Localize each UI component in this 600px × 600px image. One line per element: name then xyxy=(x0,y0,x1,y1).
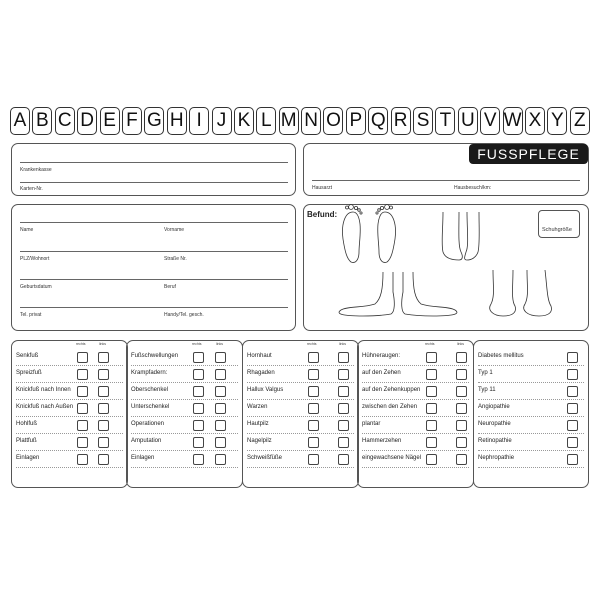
letter-tab-k[interactable]: K xyxy=(234,107,254,135)
letter-tab-f[interactable]: F xyxy=(122,107,142,135)
row2-line xyxy=(20,251,288,252)
rechts-checkbox[interactable] xyxy=(77,386,88,397)
rechts-checkbox[interactable] xyxy=(193,369,204,380)
letter-tab-w[interactable]: W xyxy=(503,107,523,135)
hausbesuch-label: Hausbesuch/km: xyxy=(454,185,492,191)
rechts-header: rechts xyxy=(192,342,202,346)
rechts-checkbox[interactable] xyxy=(77,420,88,431)
befund-label: Befund: xyxy=(307,210,338,219)
links-header: links xyxy=(99,342,107,346)
rechts-checkbox[interactable] xyxy=(193,437,204,448)
rechts-checkbox[interactable] xyxy=(308,386,319,397)
links-checkbox[interactable] xyxy=(567,386,578,397)
checklist-label: Hammerzehen xyxy=(362,438,402,444)
checklist-row-line xyxy=(478,399,584,400)
rechts-checkbox[interactable] xyxy=(77,454,88,465)
links-checkbox[interactable] xyxy=(98,403,109,414)
rechts-checkbox[interactable] xyxy=(193,386,204,397)
checklist-row-line xyxy=(362,433,469,434)
checklist-row-line xyxy=(131,467,238,468)
links-checkbox[interactable] xyxy=(338,420,349,431)
letter-tab-h[interactable]: H xyxy=(167,107,187,135)
links-checkbox[interactable] xyxy=(456,403,467,414)
links-checkbox[interactable] xyxy=(567,437,578,448)
rechts-checkbox[interactable] xyxy=(426,403,437,414)
krankenkasse-line xyxy=(20,162,288,163)
links-checkbox[interactable] xyxy=(98,420,109,431)
links-checkbox[interactable] xyxy=(338,403,349,414)
checklist-label: Angiopathie xyxy=(478,404,510,410)
checklist-label: Neuropathie xyxy=(478,421,511,427)
checklist-row-line xyxy=(362,399,469,400)
links-checkbox[interactable] xyxy=(98,437,109,448)
checklist-label: Operationen xyxy=(131,421,165,427)
letter-tab-b[interactable]: B xyxy=(32,107,52,135)
letter-tab-l[interactable]: L xyxy=(256,107,276,135)
checklist-label: Fußschwellungen xyxy=(131,353,179,359)
links-checkbox[interactable] xyxy=(98,352,109,363)
checklist-row-line xyxy=(247,467,354,468)
feet-illustrations xyxy=(303,204,589,331)
rechts-checkbox[interactable] xyxy=(426,386,437,397)
links-checkbox[interactable] xyxy=(567,352,578,363)
kartennr-line xyxy=(20,182,288,183)
letter-tab-v[interactable]: V xyxy=(480,107,500,135)
links-checkbox[interactable] xyxy=(567,369,578,380)
vorname-label: Vorname xyxy=(164,227,185,233)
rechts-checkbox[interactable] xyxy=(77,403,88,414)
sole-left-icon xyxy=(342,205,362,263)
row1-line xyxy=(20,222,288,223)
links-checkbox[interactable] xyxy=(338,352,349,363)
checklist-row-line xyxy=(478,416,584,417)
rechts-checkbox[interactable] xyxy=(193,403,204,414)
insurance-panel xyxy=(11,143,296,196)
checklist-label: Rhagaden xyxy=(247,370,275,376)
rechts-header: rechts xyxy=(425,342,435,346)
links-header: links xyxy=(457,342,465,346)
row3-line xyxy=(20,279,288,280)
checklist-label: Hornhaut xyxy=(247,353,272,359)
checklist-row-line xyxy=(247,399,354,400)
checklist-row-line xyxy=(16,382,123,383)
geburtsdatum-label: Geburtsdatum xyxy=(20,284,52,290)
checklist-label: Diabetes mellitus xyxy=(478,353,524,359)
letter-tab-o[interactable]: O xyxy=(323,107,343,135)
checklist-label: Spreizfuß xyxy=(16,370,42,376)
row4-line xyxy=(20,307,288,308)
rechts-checkbox[interactable] xyxy=(77,369,88,380)
links-checkbox[interactable] xyxy=(338,437,349,448)
links-checkbox[interactable] xyxy=(567,454,578,465)
strasse-label: Straße Nr. xyxy=(164,256,187,262)
checklist-label: Retinopathie xyxy=(478,438,512,444)
checklist-label: Amputation xyxy=(131,438,162,444)
letter-tab-z[interactable]: Z xyxy=(570,107,590,135)
links-checkbox[interactable] xyxy=(215,352,226,363)
checklist-label: Senkfuß xyxy=(16,353,39,359)
checklist-label: Nagelpilz xyxy=(247,438,272,444)
rechts-checkbox[interactable] xyxy=(308,352,319,363)
rechts-checkbox[interactable] xyxy=(193,420,204,431)
schuhgroesse-label: Schuhgröße xyxy=(542,227,572,233)
checklist-row-line xyxy=(16,365,123,366)
rechts-checkbox[interactable] xyxy=(77,437,88,448)
checklist-row-line xyxy=(478,382,584,383)
beruf-label: Beruf xyxy=(164,284,176,290)
checklist-row-line xyxy=(16,450,123,451)
links-checkbox[interactable] xyxy=(338,386,349,397)
checklist-label: Schweißfüße xyxy=(247,455,283,461)
hausarzt-label: Hausarzt xyxy=(312,185,333,191)
rechts-checkbox[interactable] xyxy=(77,352,88,363)
checklist-label: auf den Zehen xyxy=(362,370,401,376)
checklist-row-line xyxy=(362,382,469,383)
checklist-row-line xyxy=(362,416,469,417)
checklist-row-line xyxy=(16,416,123,417)
checklist-label: auf den Zehenkuppen xyxy=(362,387,421,393)
checklist-label: Einlagen xyxy=(16,455,40,461)
tel-label: Tel. privat xyxy=(20,312,42,318)
links-checkbox[interactable] xyxy=(456,437,467,448)
checklist-label: Hallux Valgus xyxy=(247,387,284,393)
checklist-row-line xyxy=(362,467,469,468)
checklist-row-line xyxy=(362,365,469,366)
checklist-label: Hautpilz xyxy=(247,421,269,427)
rechts-checkbox[interactable] xyxy=(426,420,437,431)
checklist-label: Nephropathie xyxy=(478,455,515,461)
form-title: FUSSPFLEGE xyxy=(469,144,588,164)
front-legs-icon xyxy=(490,270,552,316)
letter-tab-m[interactable]: M xyxy=(279,107,299,135)
checklist-row-line xyxy=(131,416,238,417)
checklist-label: Hohlfuß xyxy=(16,421,38,427)
checklist-row-line xyxy=(247,382,354,383)
checklist-label: Unterschenkel xyxy=(131,404,170,410)
rechts-checkbox[interactable] xyxy=(308,437,319,448)
links-checkbox[interactable] xyxy=(215,369,226,380)
checklist-label: Plattfuß xyxy=(16,438,37,444)
letter-tab-u[interactable]: U xyxy=(458,107,478,135)
checklist-row-line xyxy=(16,467,123,468)
links-checkbox[interactable] xyxy=(456,352,467,363)
letter-tab-c[interactable]: C xyxy=(55,107,75,135)
links-checkbox[interactable] xyxy=(215,454,226,465)
rechts-checkbox[interactable] xyxy=(426,369,437,380)
checklist-row-line xyxy=(478,467,584,468)
checklist-row-line xyxy=(131,382,238,383)
links-checkbox[interactable] xyxy=(215,437,226,448)
letter-tab-a[interactable]: A xyxy=(10,107,30,135)
checklist-label: eingewachsene Nägel xyxy=(362,455,422,461)
checklist-label: zwischen den Zehen xyxy=(362,404,418,410)
checklist-label: plantar xyxy=(362,421,381,427)
links-checkbox[interactable] xyxy=(456,369,467,380)
side-feet-icon xyxy=(339,272,457,316)
krankenkasse-label: Krankenkasse xyxy=(20,167,52,173)
letter-tab-g[interactable]: G xyxy=(144,107,164,135)
checklist-row-line xyxy=(478,433,584,434)
checklist-label: Knickfuß nach Außen xyxy=(16,404,74,410)
rechts-checkbox[interactable] xyxy=(308,403,319,414)
links-checkbox[interactable] xyxy=(456,386,467,397)
letter-tab-s[interactable]: S xyxy=(413,107,433,135)
checklist-row-line xyxy=(131,433,238,434)
rechts-checkbox[interactable] xyxy=(308,369,319,380)
rechts-checkbox[interactable] xyxy=(426,352,437,363)
checklist-row-line xyxy=(247,450,354,451)
links-checkbox[interactable] xyxy=(456,454,467,465)
checklist-label: Warzen xyxy=(247,404,268,410)
checklist-label: Typ 11 xyxy=(478,387,496,393)
name-label: Name xyxy=(20,227,34,233)
checklist-label: Krampfadern: xyxy=(131,370,168,376)
rechts-checkbox[interactable] xyxy=(426,437,437,448)
hausarzt-line xyxy=(312,180,580,181)
links-header: links xyxy=(339,342,347,346)
letter-tab-d[interactable]: D xyxy=(77,107,97,135)
checklist-label: Typ 1 xyxy=(478,370,493,376)
links-checkbox[interactable] xyxy=(567,420,578,431)
letter-tab-r[interactable]: R xyxy=(391,107,411,135)
checklist-row-line xyxy=(131,450,238,451)
checklist-row-line xyxy=(247,433,354,434)
plz-label: PLZ/Wohnort xyxy=(20,256,50,262)
rechts-checkbox[interactable] xyxy=(308,420,319,431)
letter-tab-i[interactable]: I xyxy=(189,107,209,135)
letter-tab-x[interactable]: X xyxy=(525,107,545,135)
letter-tab-j[interactable]: J xyxy=(212,107,232,135)
rear-legs-icon xyxy=(442,212,479,260)
letter-tab-t[interactable]: T xyxy=(435,107,455,135)
links-checkbox[interactable] xyxy=(567,403,578,414)
links-checkbox[interactable] xyxy=(98,454,109,465)
checklist-row-line xyxy=(362,450,469,451)
links-checkbox[interactable] xyxy=(98,386,109,397)
checklist-row-line xyxy=(478,450,584,451)
checklist-row-line xyxy=(247,365,354,366)
rechts-header: rechts xyxy=(307,342,317,346)
checklist-row-line xyxy=(247,416,354,417)
rechts-checkbox[interactable] xyxy=(308,454,319,465)
sole-right-icon xyxy=(376,205,396,263)
links-header: links xyxy=(216,342,224,346)
letter-tab-y[interactable]: Y xyxy=(547,107,567,135)
links-checkbox[interactable] xyxy=(338,369,349,380)
links-checkbox[interactable] xyxy=(456,420,467,431)
checklist-label: Knickfuß nach Innen xyxy=(16,387,71,393)
checklist-label: Oberschenkel xyxy=(131,387,169,393)
checklist-row-line xyxy=(131,365,238,366)
alphabet-index xyxy=(10,107,590,135)
kartennr-label: Karten-Nr. xyxy=(20,186,43,192)
checklist-label: Einlagen xyxy=(131,455,155,461)
links-checkbox[interactable] xyxy=(98,369,109,380)
links-checkbox[interactable] xyxy=(215,386,226,397)
links-checkbox[interactable] xyxy=(338,454,349,465)
letter-tab-n[interactable]: N xyxy=(301,107,321,135)
rechts-checkbox[interactable] xyxy=(193,352,204,363)
checklist-row-line xyxy=(478,365,584,366)
handy-label: Handy/Tel. gesch. xyxy=(164,312,204,318)
letter-tab-p[interactable]: P xyxy=(346,107,366,135)
checklist-row-line xyxy=(16,433,123,434)
personal-panel xyxy=(11,204,296,331)
links-checkbox[interactable] xyxy=(215,403,226,414)
rechts-checkbox[interactable] xyxy=(193,454,204,465)
checklist-row-line xyxy=(131,399,238,400)
rechts-checkbox[interactable] xyxy=(426,454,437,465)
checklist-row-line xyxy=(16,399,123,400)
rechts-header: rechts xyxy=(76,342,86,346)
letter-tab-q[interactable]: Q xyxy=(368,107,388,135)
checklist-label: Hühneraugen: xyxy=(362,353,401,359)
links-checkbox[interactable] xyxy=(215,420,226,431)
letter-tab-e[interactable]: E xyxy=(100,107,120,135)
